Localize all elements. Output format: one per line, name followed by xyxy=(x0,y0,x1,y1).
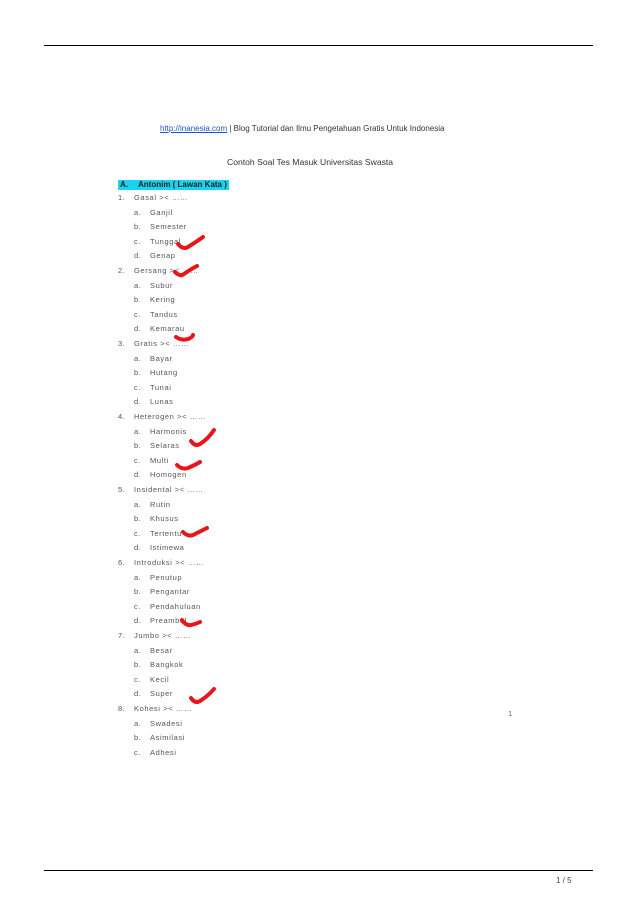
option-letter: d. xyxy=(134,397,142,407)
option-text: Genap xyxy=(150,251,176,261)
question-text: Gersang >< …… xyxy=(134,266,199,275)
option-letter: a. xyxy=(134,718,142,728)
option-text: Hutang xyxy=(150,368,178,378)
option-item xyxy=(134,383,171,392)
option-letter: a. xyxy=(134,645,142,655)
option-item xyxy=(134,237,181,246)
option-item xyxy=(134,324,185,333)
option-letter: c. xyxy=(134,601,142,611)
document-title: Contoh Soal Tes Masuk Universitas Swasta xyxy=(227,157,394,167)
option-item xyxy=(134,470,187,479)
option-text: Tunai xyxy=(150,382,172,392)
option-item xyxy=(134,368,178,377)
option-text: Harmonis xyxy=(150,426,187,436)
option-letter: b. xyxy=(134,514,142,524)
option-item xyxy=(134,251,176,260)
option-letter: c. xyxy=(134,747,142,757)
option-letter: b. xyxy=(134,441,142,451)
option-letter: d. xyxy=(134,324,142,334)
option-text: Super xyxy=(150,689,174,699)
option-item xyxy=(134,295,175,304)
option-letter: b. xyxy=(134,368,142,378)
option-letter: a. xyxy=(134,499,142,509)
option-letter: a. xyxy=(134,207,142,217)
question-number: 7. xyxy=(118,631,126,640)
check-icon xyxy=(191,430,214,445)
option-letter: a. xyxy=(134,353,142,363)
question-text: Gratis >< …… xyxy=(134,339,190,348)
question-item xyxy=(118,266,199,275)
question-number: 1. xyxy=(118,193,126,202)
question-item xyxy=(118,193,188,202)
option-item xyxy=(134,208,173,217)
section-highlight xyxy=(118,180,229,190)
option-item xyxy=(134,427,187,436)
option-item xyxy=(134,733,185,742)
option-letter: a. xyxy=(134,572,142,582)
site-link[interactable]: http://inanesia.com xyxy=(160,124,228,133)
check-icon xyxy=(183,528,207,536)
document-page-number: 1 xyxy=(508,709,513,718)
check-icon xyxy=(178,237,203,248)
question-item xyxy=(118,704,192,713)
option-letter: d. xyxy=(134,251,142,261)
check-icon xyxy=(191,689,214,702)
bottom-rule xyxy=(44,870,593,871)
option-text: Preambul xyxy=(150,616,187,626)
section-letter: A. xyxy=(120,180,128,189)
question-item xyxy=(118,485,204,494)
option-text: Ganjil xyxy=(150,207,173,217)
option-text: Tandus xyxy=(150,309,178,319)
section-label: Antonim ( Lawan Kata ) xyxy=(138,180,227,189)
option-text: Pendahuluan xyxy=(150,601,201,611)
header-text: | Blog Tutorial dan Ilmu Pengetahuan Gratis Untuk Indonesia xyxy=(227,124,445,133)
option-letter: d. xyxy=(134,470,142,480)
question-text: Jumbo >< …… xyxy=(134,631,192,640)
option-letter: c. xyxy=(134,528,142,538)
option-text: Kering xyxy=(150,295,176,305)
option-letter: c. xyxy=(134,455,142,465)
option-item xyxy=(134,748,177,757)
option-letter: d. xyxy=(134,616,142,626)
option-text: Tertentu xyxy=(150,528,182,538)
option-item xyxy=(134,514,179,523)
option-letter: b. xyxy=(134,587,142,597)
option-letter: d. xyxy=(134,543,142,553)
option-item xyxy=(134,616,187,625)
top-rule xyxy=(44,45,593,46)
option-item xyxy=(134,281,173,290)
option-text: Tunggal xyxy=(150,236,182,246)
option-letter: b. xyxy=(134,295,142,305)
option-text: Penutup xyxy=(150,572,183,582)
check-icon xyxy=(177,462,200,469)
option-text: Lunas xyxy=(150,397,174,407)
question-item xyxy=(118,339,189,348)
option-item xyxy=(134,573,182,582)
question-text: Introduksi >< …… xyxy=(134,558,205,567)
option-item xyxy=(134,500,171,509)
option-text: Kecil xyxy=(150,674,170,684)
question-number: 5. xyxy=(118,485,126,494)
option-letter: b. xyxy=(134,733,142,743)
option-item xyxy=(134,310,178,319)
option-item xyxy=(134,543,184,552)
option-item xyxy=(134,646,173,655)
option-text: Bayar xyxy=(150,353,173,363)
option-text: Swadesi xyxy=(150,718,183,728)
question-text: Gasal >< …… xyxy=(134,193,189,202)
option-text: Subur xyxy=(150,280,174,290)
option-text: Istimewa xyxy=(150,543,185,553)
option-item xyxy=(134,456,169,465)
question-item xyxy=(118,412,206,421)
option-text: Besar xyxy=(150,645,173,655)
option-text: Khusus xyxy=(150,514,179,524)
option-letter: c. xyxy=(134,382,142,392)
question-number: 3. xyxy=(118,339,126,348)
option-item xyxy=(134,602,201,611)
option-text: Semester xyxy=(150,222,187,232)
option-letter: d. xyxy=(134,689,142,699)
option-text: Homogen xyxy=(150,470,187,480)
question-text: Kohesi >< …… xyxy=(134,704,193,713)
page-indicator: 1 / 5 xyxy=(556,876,572,885)
option-item xyxy=(134,354,173,363)
question-number: 8. xyxy=(118,704,126,713)
option-text: Kemarau xyxy=(150,324,185,334)
question-number: 6. xyxy=(118,558,126,567)
option-item xyxy=(134,397,173,406)
option-item xyxy=(134,689,173,698)
section-heading xyxy=(118,180,229,189)
option-item xyxy=(134,441,180,450)
question-text: Heterogen >< …… xyxy=(134,412,206,421)
option-letter: b. xyxy=(134,660,142,670)
question-item xyxy=(118,631,191,640)
option-text: Adhesi xyxy=(150,747,177,757)
option-letter: c. xyxy=(134,236,142,246)
option-text: Pengantar xyxy=(150,587,191,597)
option-text: Asimilasi xyxy=(150,733,185,743)
option-letter: a. xyxy=(134,280,142,290)
option-letter: a. xyxy=(134,426,142,436)
option-item xyxy=(134,660,183,669)
option-item xyxy=(134,587,190,596)
option-text: Rutin xyxy=(150,499,171,509)
option-text: Bangkok xyxy=(150,660,184,670)
option-item xyxy=(134,675,169,684)
option-item xyxy=(134,222,187,231)
page-header xyxy=(160,124,444,133)
question-item xyxy=(118,558,204,567)
option-item xyxy=(134,529,182,538)
option-letter: c. xyxy=(134,674,142,684)
question-text: Insidental >< …… xyxy=(134,485,204,494)
option-letter: c. xyxy=(134,309,142,319)
question-number: 2. xyxy=(118,266,126,275)
option-letter: b. xyxy=(134,222,142,232)
option-text: Multi xyxy=(150,455,169,465)
question-number: 4. xyxy=(118,412,126,421)
option-text: Selaras xyxy=(150,441,180,451)
option-item xyxy=(134,719,183,728)
